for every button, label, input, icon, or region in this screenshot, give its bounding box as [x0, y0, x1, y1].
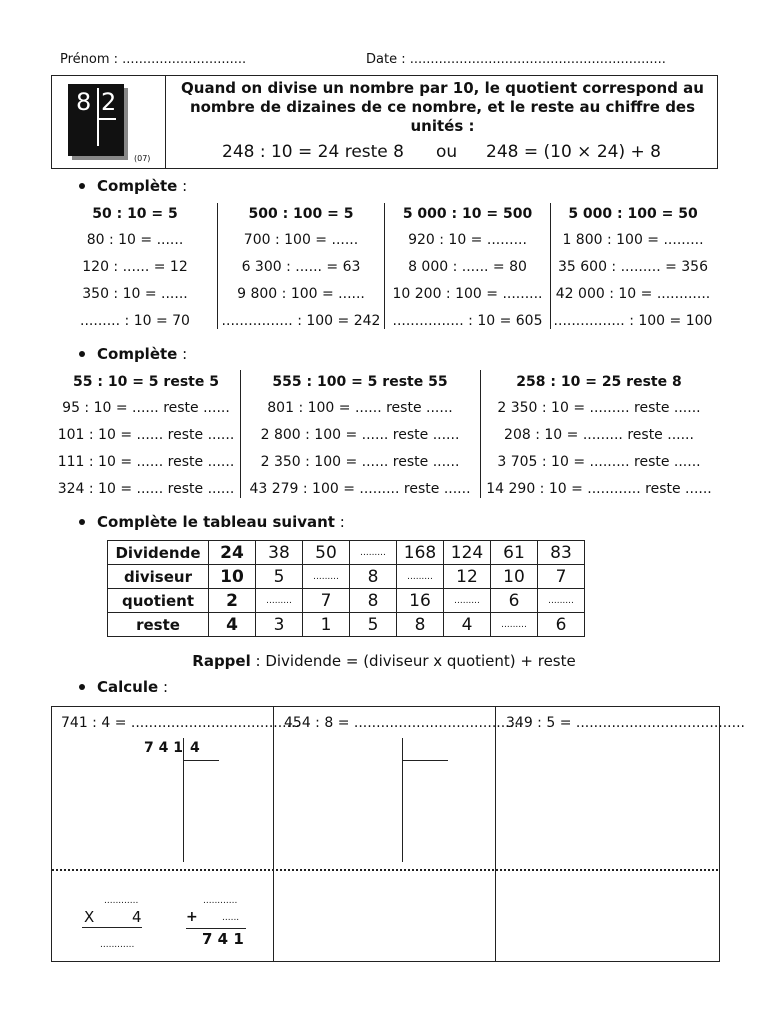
table-row — [108, 541, 585, 565]
table-cell: 8 — [350, 565, 397, 589]
mult-factor: 4 — [132, 908, 142, 926]
table-cell: 7 — [538, 565, 585, 589]
section4-title: Calcule — [97, 678, 159, 696]
add-result: 7 4 1 — [202, 930, 244, 948]
bullet-icon — [79, 183, 85, 189]
division-table — [107, 540, 585, 637]
s1-divider-1 — [217, 203, 218, 329]
s1-divider-3 — [550, 203, 551, 329]
calc-2-vbar — [402, 738, 403, 862]
section4-suffix: : — [158, 678, 168, 696]
s2-model: 555 : 100 = 5 reste 55 — [272, 374, 448, 390]
calc-1-label[interactable]: 741 : 4 = ...................................... — [61, 715, 300, 731]
lesson-text: Quand on divise un nombre par 10, le quotient correspond au nombre de dizaines de ce nombre, et le reste au chiffre des unités : — [181, 79, 704, 135]
section1-heading — [79, 177, 187, 195]
s2-model: 258 : 10 = 25 reste 8 — [516, 374, 682, 390]
s2-exercise[interactable]: 3 705 : 10 = ......... reste ...... — [497, 454, 701, 470]
s1-model: 50 : 10 = 5 — [92, 206, 178, 222]
s1-exercise[interactable]: 80 : 10 = ...... — [86, 232, 184, 248]
table-row — [108, 565, 585, 589]
lesson-example-a: 248 : 10 = 24 reste 8 — [222, 142, 404, 162]
table-cell: 10 — [491, 565, 538, 589]
s2-exercise[interactable]: 2 800 : 100 = ...... reste ...... — [260, 427, 460, 443]
s1-model: 5 000 : 100 = 50 — [568, 206, 698, 222]
table-cell: 16 — [397, 589, 444, 613]
mult-sign: X — [84, 908, 95, 926]
section3-suffix: : — [334, 513, 345, 531]
calc-divider-1 — [273, 706, 274, 961]
table-cell: 38 — [256, 541, 303, 565]
calc-1-hbar — [183, 760, 219, 761]
bullet-icon — [79, 351, 85, 357]
s2-exercise[interactable]: 2 350 : 100 = ...... reste ...... — [260, 454, 460, 470]
s1-exercise[interactable]: 42 000 : 10 = ............ — [555, 286, 711, 302]
table-blank-cell[interactable]: ......... — [444, 589, 491, 613]
calc-dotted-separator — [52, 869, 718, 871]
s2-exercise[interactable]: 111 : 10 = ...... reste ...... — [57, 454, 235, 470]
table-cell: 50 — [303, 541, 350, 565]
table-blank-cell[interactable]: ......... — [538, 589, 585, 613]
s2-exercise[interactable]: 2 350 : 10 = ......... reste ...... — [497, 400, 701, 416]
s2-model: 55 : 10 = 5 reste 5 — [73, 374, 219, 390]
reminder-text: : Dividende = (diviseur x quotient) + reste — [250, 652, 576, 670]
section3-title: Complète le tableau suivant — [97, 513, 335, 531]
s1-exercise[interactable]: 10 200 : 100 = ......... — [392, 286, 543, 302]
table-row-label: diviseur — [108, 565, 209, 589]
table-cell: 10 — [209, 565, 256, 589]
table-cell: 7 — [303, 589, 350, 613]
table-cell: 1 — [303, 613, 350, 637]
logo-code: (07) — [134, 154, 151, 163]
table-blank-cell[interactable]: ......... — [397, 565, 444, 589]
section1-suffix: : — [177, 177, 188, 195]
lesson-divider — [165, 75, 166, 168]
table-cell: 6 — [538, 613, 585, 637]
calc-2-label[interactable]: 454 : 8 = ...................................... — [284, 715, 523, 731]
s1-exercise[interactable]: 1 800 : 100 = ......... — [562, 232, 704, 248]
logo-bar-h — [98, 118, 116, 120]
table-cell: 12 — [444, 565, 491, 589]
table-blank-cell[interactable]: ......... — [303, 565, 350, 589]
date-field[interactable]: Date : .............................................................. — [366, 52, 666, 67]
s2-exercise[interactable]: 801 : 100 = ...... reste ...... — [267, 400, 453, 416]
reminder — [0, 652, 768, 670]
s1-model: 500 : 100 = 5 — [248, 206, 354, 222]
mult-top[interactable]: ............ — [104, 896, 139, 906]
s2-exercise[interactable]: 95 : 10 = ...... reste ...... — [62, 400, 230, 416]
table-row — [108, 613, 585, 637]
mult-line — [82, 927, 142, 928]
table-cell: 8 — [397, 613, 444, 637]
table-cell: 168 — [397, 541, 444, 565]
s1-exercise[interactable]: 120 : ...... = 12 — [82, 259, 188, 275]
table-blank-cell[interactable]: ......... — [350, 541, 397, 565]
add-second[interactable]: ...... — [222, 913, 240, 923]
section3-heading — [79, 513, 345, 531]
s2-exercise[interactable]: 208 : 10 = ......... reste ...... — [504, 427, 694, 443]
section2-suffix: : — [177, 345, 188, 363]
bullet-icon — [79, 519, 85, 525]
logo-bar — [97, 88, 99, 146]
table-cell: 24 — [209, 541, 256, 565]
s2-exercise[interactable]: 101 : 10 = ...... reste ...... — [57, 427, 235, 443]
table-cell: 8 — [350, 589, 397, 613]
s2-divider-2 — [480, 370, 481, 498]
table-cell: 5 — [350, 613, 397, 637]
table-row-label: Dividende — [108, 541, 209, 565]
calc-divider-2 — [495, 706, 496, 961]
table-cell: 3 — [256, 613, 303, 637]
s1-exercise[interactable]: 350 : 10 = ...... — [82, 286, 188, 302]
s1-exercise[interactable]: ................ : 100 = 242 — [221, 313, 381, 329]
table-cell: 4 — [444, 613, 491, 637]
s1-divider-2 — [384, 203, 385, 329]
section2-title: Complète — [97, 345, 178, 363]
calc-1-dividend: 7 4 1 — [144, 740, 183, 756]
reminder-label: Rappel — [192, 652, 251, 670]
s1-exercise[interactable]: 9 800 : 100 = ...... — [237, 286, 365, 302]
division-logo-icon — [68, 84, 124, 156]
logo-digit-left: 8 — [76, 88, 92, 116]
section1-title: Complète — [97, 177, 178, 195]
s2-exercise[interactable]: 43 279 : 100 = ......... reste ...... — [249, 481, 471, 497]
s2-exercise[interactable]: 14 290 : 10 = ............ reste ...... — [486, 481, 712, 497]
s1-exercise[interactable]: ................ : 100 = 100 — [553, 313, 713, 329]
table-cell: 124 — [444, 541, 491, 565]
calc-1-vbar — [183, 738, 184, 862]
s1-exercise[interactable]: ......... : 10 = 70 — [80, 313, 190, 329]
s1-exercise[interactable]: ................ : 10 = 605 — [392, 313, 543, 329]
section2-heading — [79, 345, 187, 363]
add-line — [186, 928, 246, 929]
section4-heading — [79, 678, 168, 696]
mult-bottom[interactable]: ............ — [100, 940, 135, 950]
table-row-label: quotient — [108, 589, 209, 613]
s2-divider-1 — [240, 370, 241, 498]
calc-3-label[interactable]: 349 : 5 = ...................................... — [506, 715, 745, 731]
table-cell: 61 — [491, 541, 538, 565]
first-name-field[interactable]: Prénom : .............................. — [60, 52, 247, 67]
table-blank-cell[interactable]: ......... — [491, 613, 538, 637]
table-cell: 5 — [256, 565, 303, 589]
add-top[interactable]: ............ — [203, 896, 238, 906]
s1-model: 5 000 : 10 = 500 — [402, 206, 533, 222]
s2-exercise[interactable]: 324 : 10 = ...... reste ...... — [57, 481, 235, 497]
table-cell: 83 — [538, 541, 585, 565]
logo-digit-right: 2 — [101, 88, 117, 116]
lesson-example-b: 248 = (10 × 24) + 8 — [486, 142, 661, 162]
table-row — [108, 589, 585, 613]
table-row-label: reste — [108, 613, 209, 637]
s1-exercise[interactable]: 35 600 : ......... = 356 — [557, 259, 708, 275]
bullet-icon — [79, 684, 85, 690]
s1-exercise[interactable]: 8 000 : ...... = 80 — [408, 259, 527, 275]
table-cell: 2 — [209, 589, 256, 613]
s1-exercise[interactable]: 6 300 : ...... = 63 — [241, 259, 361, 275]
s1-exercise[interactable]: 920 : 10 = ......... — [408, 232, 527, 248]
lesson-example-or: ou — [436, 142, 458, 162]
calc-1-divisor: 4 — [190, 740, 200, 756]
table-blank-cell[interactable]: ......... — [256, 589, 303, 613]
s1-exercise[interactable]: 700 : 100 = ...... — [243, 232, 359, 248]
table-cell: 6 — [491, 589, 538, 613]
calc-2-hbar — [402, 760, 448, 761]
add-sign: + — [186, 909, 198, 925]
table-cell: 4 — [209, 613, 256, 637]
